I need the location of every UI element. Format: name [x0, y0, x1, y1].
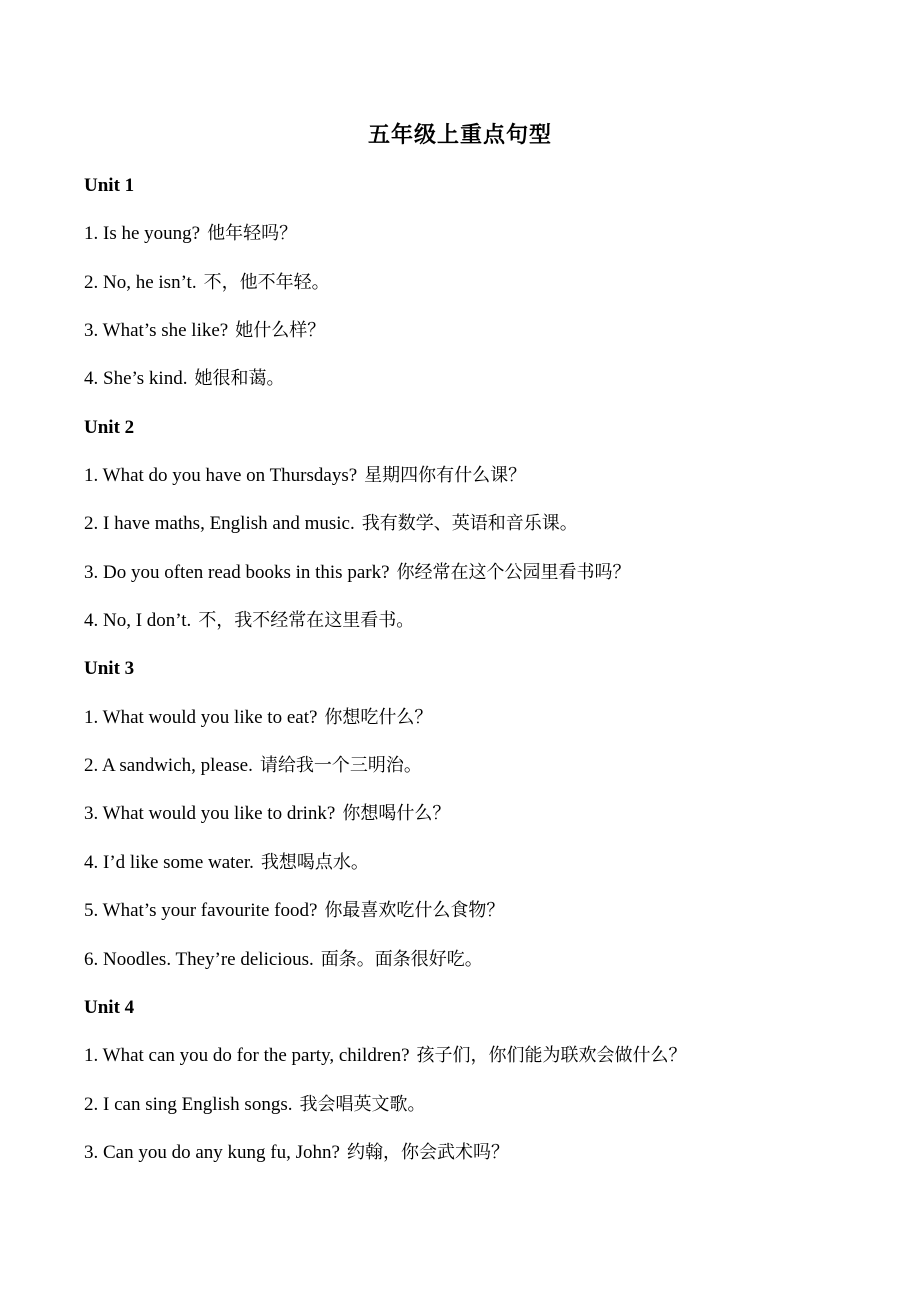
sentence-english: 4. I’d like some water. [84, 851, 254, 873]
sentence-chinese: 他年轻吗？ [207, 223, 298, 245]
sentence-chinese: 请给我一个三明治。 [259, 755, 422, 777]
sentence-english: 4. She’s kind. [84, 368, 188, 390]
sentence-chinese: 约翰，你会武术吗？ [346, 1141, 509, 1163]
sentence-english: 2. A sandwich, please. [84, 755, 253, 777]
sentence-english: 5. What’s your favourite food? [84, 900, 318, 922]
sentence-english: 3. Can you do any kung fu, John? [84, 1141, 340, 1163]
sentence-line [84, 605, 884, 653]
sentence-english: 6. Noodles. They’re delicious. [84, 948, 314, 970]
sentence-line [84, 1137, 884, 1185]
sentence-english: 2. I can sing English songs. [84, 1093, 293, 1115]
sentence-line [84, 267, 884, 315]
sentence-chinese: 不，我不经常在这里看书。 [198, 610, 415, 632]
sentence-line [84, 363, 884, 411]
sentence-english: 1. What would you like to eat? [84, 706, 318, 728]
sentence-line [84, 1089, 884, 1137]
unit-heading: Unit 4 [84, 996, 135, 1018]
sentence-chinese: 我有数学、英语和音乐课。 [361, 513, 578, 535]
sentence-line [84, 218, 884, 266]
sentence-chinese: 不，他不年轻。 [203, 271, 330, 293]
unit-heading: Unit 3 [84, 658, 135, 680]
sentence-chinese: 你最喜欢吃什么食物？ [324, 900, 505, 922]
page-title: 五年级上重点句型 [367, 123, 552, 148]
sentence-chinese: 你经常在这个公园里看书吗？ [396, 561, 631, 583]
sentence-line [84, 508, 884, 556]
sentence-english: 1. What do you have on Thursdays? [84, 465, 358, 487]
sentence-chinese: 面条。面条很好吃。 [320, 948, 483, 970]
sentence-english: 2. No, he isn’t. [84, 271, 197, 293]
sentence-chinese: 孩子们，你们能为联欢会做什么？ [416, 1045, 687, 1067]
sentence-english: 1. Is he young? [84, 223, 201, 245]
sentence-english: 3. What would you like to drink? [84, 803, 336, 825]
sentence-line [84, 557, 884, 605]
sentence-chinese: 你想吃什么？ [324, 706, 433, 728]
sentence-chinese: 星期四你有什么课？ [364, 465, 527, 487]
sentence-line [84, 702, 884, 750]
sentence-line [84, 460, 884, 508]
unit-heading: Unit 1 [84, 175, 135, 196]
sentence-english: 1. What can you do for the party, children? [84, 1045, 410, 1067]
sentence-line [84, 750, 884, 798]
sentence-line [84, 847, 884, 895]
sentence-chinese: 我会唱英文歌。 [299, 1093, 426, 1115]
sentence-english: 3. What’s she like? [84, 320, 229, 342]
sentence-english: 2. I have maths, English and music. [84, 513, 355, 535]
sentence-line [84, 895, 884, 943]
sentence-chinese: 你想喝什么？ [342, 803, 451, 825]
sentence-chinese: 她很和蔼。 [194, 368, 285, 390]
sentence-chinese: 我想喝点水。 [260, 851, 369, 873]
sentence-english: 3. Do you often read books in this park? [84, 561, 390, 583]
sentence-line [84, 315, 884, 363]
sentence-chinese: 她什么样？ [235, 320, 326, 342]
sentence-line [84, 944, 884, 992]
unit-heading: Unit 2 [84, 416, 135, 438]
content [84, 170, 884, 1185]
sentence-line [84, 1040, 884, 1088]
sentence-english: 4. No, I don’t. [84, 610, 192, 632]
sentence-line [84, 798, 884, 846]
